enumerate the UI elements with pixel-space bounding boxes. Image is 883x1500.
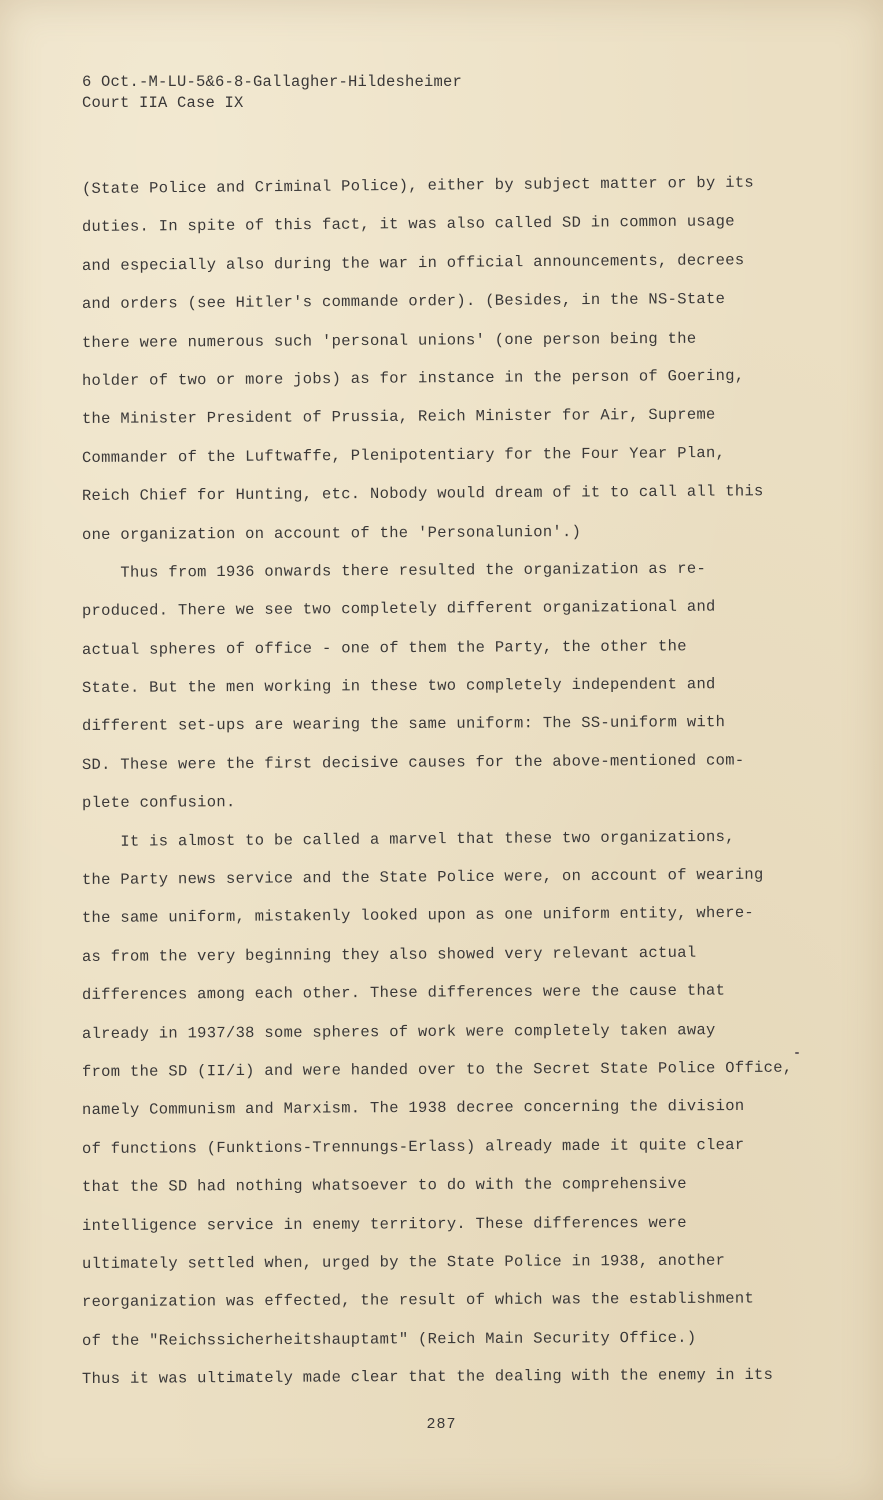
text-line: and orders (see Hitler's commande order). (Besides, in the NS-State — [81, 290, 726, 314]
header-reference-line: 6 Oct.-M-LU-5&6-8-Gallagher-Hildesheimer — [82, 73, 463, 91]
text-line: as from the very beginning they also showed very relevant actual — [81, 943, 697, 966]
text-line: the Party news service and the State Police were, on account of wearing — [81, 865, 764, 890]
document-header — [82, 72, 462, 114]
text-line: State. But the men working in these two completely independent and — [81, 675, 716, 698]
text-line: actual spheres of office - one of them the Party, the other the — [81, 636, 687, 659]
text-line: different set-ups are wearing the same uniform: The SS-uniform with — [81, 713, 726, 736]
text-line: Thus it was ultimately made clear that the dealing with the enemy in its — [81, 1365, 774, 1389]
ink-smudge — [795, 1052, 799, 1054]
text-line: Commander of the Luftwaffe, Plenipotentiary for the Four Year Plan, — [81, 443, 726, 467]
text-line: and especially also during the war in official announcements, decrees — [81, 251, 745, 275]
page-number: 287 — [426, 1416, 457, 1433]
text-line: (State Police and Criminal Police), either by subject matter or by its — [81, 173, 755, 199]
text-line: one organization on account of the 'Personalunion'.) — [81, 522, 582, 544]
header-court-line: Court IIA Case IX — [82, 94, 244, 112]
text-line: the Minister President of Prussia, Reich Minister for Air, Supreme — [81, 405, 716, 429]
text-line: Reich Chief for Hunting, etc. Nobody would dream of it to call all this — [81, 482, 764, 506]
text-line: It is almost to be called a marvel that these two organizations, — [81, 827, 735, 851]
text-line: of functions (Funktions-Trennungs-Erlass) already made it quite clear — [81, 1135, 745, 1158]
text-line: produced. There we see two completely different organizational and — [81, 597, 716, 621]
text-line: of the "Reichssicherheitshauptamt" (Reich Main Security Office.) — [81, 1328, 697, 1350]
text-line: from the SD (II/i) and were handed over to the Secret State Police Office, — [81, 1058, 793, 1081]
text-line: reorganization was effected, the result of which was the establishment — [81, 1289, 755, 1312]
text-line: namely Communism and Marxism. The 1938 decree concerning the division — [81, 1097, 745, 1120]
text-line: differences among each other. These differences were the cause that — [81, 981, 726, 1005]
text-line: the same uniform, mistakenly looked upon as one uniform entity, where- — [81, 904, 755, 928]
text-line: plete confusion. — [81, 793, 236, 813]
text-line: ultimately settled when, urged by the State Police in 1938, another — [81, 1251, 726, 1273]
text-line: intelligence service in enemy territory. These differences were — [81, 1213, 687, 1235]
document-body — [78, 173, 818, 1409]
text-line: SD. These were the first decisive causes for the above-mentioned com- — [81, 751, 745, 774]
text-line: duties. In spite of this fact, it was also called SD in common usage — [81, 212, 735, 237]
text-line: already in 1937/38 some spheres of work were completely taken away — [81, 1020, 716, 1043]
text-line: there were numerous such 'personal unions' (one person being the — [81, 329, 697, 352]
text-line: holder of two or more jobs) as for instance in the person of Goering, — [81, 366, 745, 390]
text-line: Thus from 1936 onwards there resulted the organization as re- — [81, 559, 707, 582]
text-line: that the SD had nothing whatsoever to do with the comprehensive — [81, 1174, 687, 1197]
